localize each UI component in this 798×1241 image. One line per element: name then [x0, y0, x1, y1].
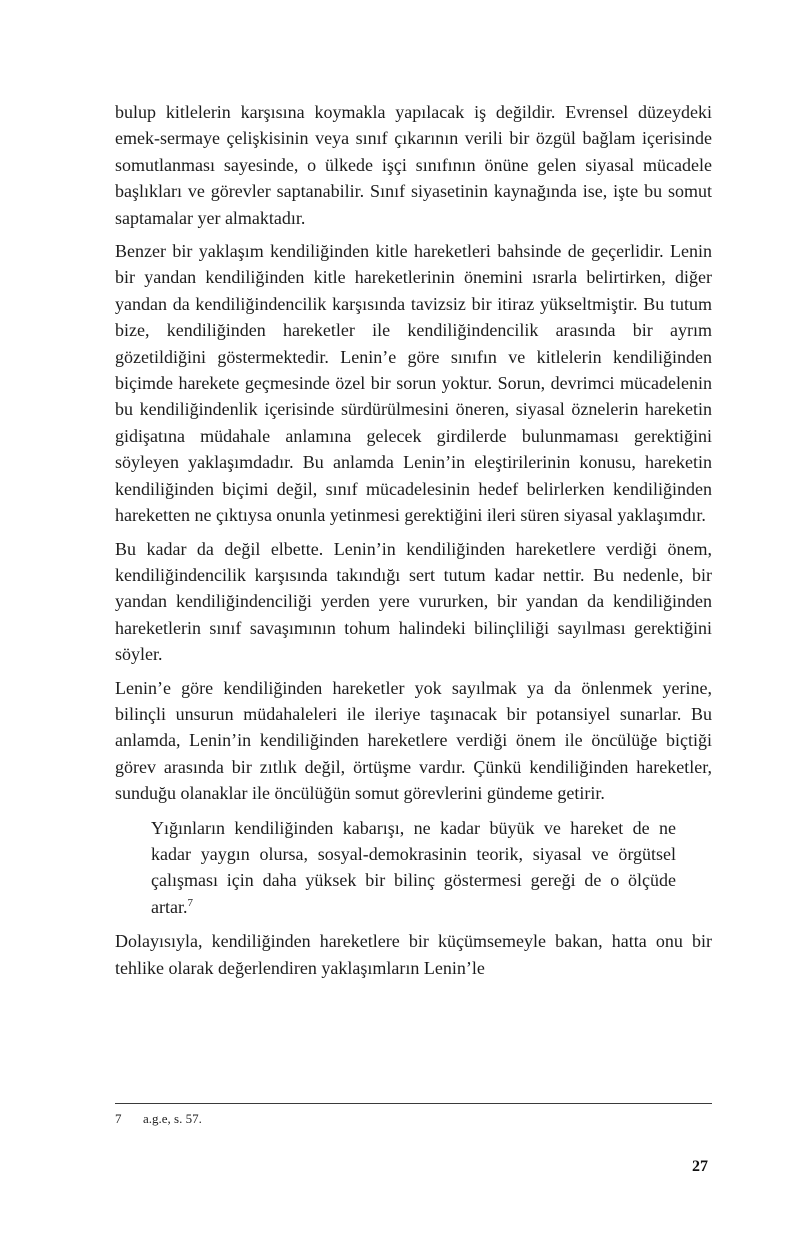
- footnote-reference: 7: [187, 896, 193, 909]
- body-paragraph: Lenin’e göre kendiliğinden hareketler yok sayılmak ya da önlenmek yerine, bilinçli unsurun müdahaleleri ile ileriye taşınacak bir potansiyel sunarlar. Bu anlamda, Lenin’in kendiliğinden hareketlere verdiği önem ile öncülüğe biçtiği görev arasında bir zıtlık değil, örtüşme vardır. Çünkü kendiliğinden hareketler, sunduğu olanaklar ile öncülüğün somut görevlerini gündeme getirir.: [115, 677, 712, 804]
- page-number: 27: [692, 1158, 708, 1175]
- body-paragraph: bulup kitlelerin karşısına koymakla yapılacak iş değildir. Evrensel düzeydeki emek-sermaye çelişkisinin veya sınıf çıkarının verili bir özgül bağlam içerisinde somutlanması sayesinde, o ülkede işçi sınıfının önüne gelen siyasal mücadele başlıkları ve görevler saptanabilir. Sınıf siyasetinin kaynağında ise, işte bu somut saptamalar yer almaktadır.: [115, 102, 712, 228]
- block-quote-text: Yığınların kendiliğinden kabarışı, ne kadar büyük ve hareket de ne kadar yaygın olursa, sosyal-demokrasinin teorik, siyasal ve örgütsel çalışması için daha yüksek bir bilinç göstermesi gereği de o ölçüde artar.: [151, 817, 676, 917]
- footnote: [115, 1103, 712, 1127]
- body-paragraph: Dolayısıyla, kendiliğinden hareketlere bir küçümsemeyle bakan, hatta onu bir tehlike olarak değerlendiren yaklaşımların Lenin’le: [115, 931, 712, 978]
- text-block: [115, 99, 712, 988]
- footnote-text: a.g.e, s. 57.: [143, 1111, 202, 1126]
- footnote-marker: 7: [115, 1111, 122, 1126]
- block-quote: [151, 815, 676, 921]
- body-paragraph: Bu kadar da değil elbette. Lenin’in kendiliğinden hareketlere verdiği önem, kendiliğindencilik karşısında takındığı sert tutum kadar nettir. Bu nedenle, bir yandan kendiliğindenciliği yerden yere vururken, bir yandan da kendiliğinden hareketlerin sınıf savaşımının tohum halindeki bilinçliliği sayılması gerektiğini söyler.: [115, 538, 712, 665]
- body-paragraph: Benzer bir yaklaşım kendiliğinden kitle hareketleri bahsinde de geçerlidir. Lenin bir yandan kendiliğinden kitle hareketlerinin önemini ısrarla belirtirken, diğer yandan da kendiliğindencilik karşısında tavizsiz bir itiraz yükseltmiştir. Bu tutum bize, kendiliğinden hareketler ile kendiliğindencilik arasında bir ayrım gözetildiğini göstermektedir. Lenin’e göre sınıfın ve kitlelerin kendiliğinden biçimde harekete geçmesinde özel bir sorun yoktur. Sorun, devrimci mücadelenin bu kendiliğindenlik içerisinde sürdürülmesini öneren, siyasal öznelerin hareketin gidişatına müdahale anlamına gelecek girdilerde bulunmaması gerektiğini söyleyen yaklaşımdadır. Bu anlamda Lenin’in eleştirilerinin konusu, hareketin kendiliğinden biçimi değil, sınıf mücadelesinin hedef belirlerken kendiliğinden hareketten ne çıktıysa onunla yetinmesi gerektiğini ileri süren siyasal yaklaşımdır.: [115, 241, 712, 526]
